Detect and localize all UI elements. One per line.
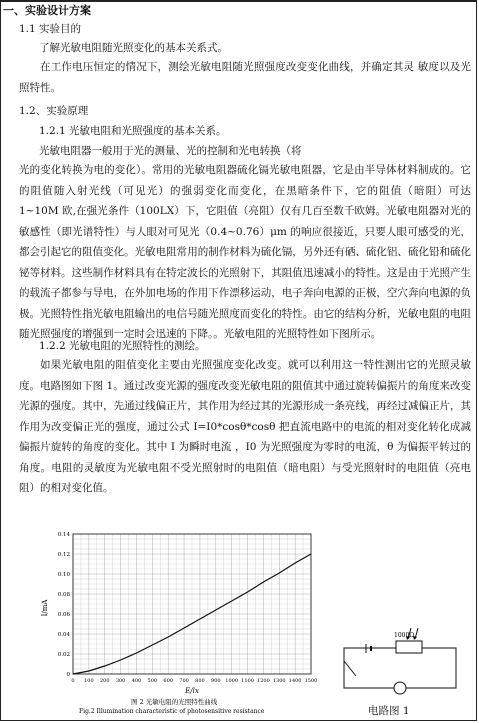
x-tick-label: 600: [163, 678, 173, 684]
x-tick-label: 200: [99, 678, 110, 684]
x-tick-label: 1400: [288, 678, 302, 684]
top-rule: [1, 1, 476, 2]
section-heading: 一、实验设计方案: [3, 4, 91, 17]
x-tick-label: 0: [71, 678, 75, 684]
x-tick-label: 400: [131, 678, 142, 684]
x-tick-label: 1500: [304, 678, 318, 684]
y-tick-label: 0: [66, 672, 70, 678]
y-tick-label: 0.14: [57, 532, 70, 538]
x-tick-label: 1000: [225, 678, 239, 684]
y-tick-label: 0.06: [57, 612, 70, 618]
x-tick-label: 700: [179, 678, 189, 684]
x-tick-label: 1300: [272, 678, 286, 684]
x-tick-label: 300: [115, 678, 126, 684]
paragraph-measurement: 如果光敏电阻的阻值变化主要由光照强度变化改变。就可以利用这一特性测出它的光照灵敏度。电路图如下图 1。通过改变光源的强度改变光敏电阻的阻值其中通过旋转偏振片的角度来改变光源的强度。其中，先通过线偏正片，其作用为经过其的光源形成一条亮线，再经过减偏正片，其作用为改变偏正光的强度，通过公式 I=I0*cosθ*cosθ 把直流电路中的电流的相对变化转化成减偏振片旋转的角度的变化。其中 I 为瞬时电流 ，I0 为光照强度为零时的电流，θ 为偏振平转过的角度。电阻的灵敏度为光敏电阻不受光照射时的电阻值（暗电阻）与受光照射时的电阻值（亮电阻）的相对变化值。: [19, 359, 471, 494]
figure-caption-cn: 图 2 光敏电阻的光照特性曲线: [131, 698, 218, 706]
x-tick-label: 1200: [257, 678, 270, 684]
subsection-1-2-2: 1.2.2 光敏电阻的光照特性的测绘。: [39, 340, 206, 352]
y-tick-label: 0.02: [57, 652, 70, 658]
illumination-chart: [39, 526, 319, 716]
x-axis-label: E/lx: [185, 687, 199, 695]
paragraph-purpose: 了解光敏电阻随光照变化的基本关系式。: [39, 42, 228, 54]
figure-caption-en: Fig.2 Illumination characteristic of photosensitive resistance: [79, 708, 265, 715]
x-tick-labels: [71, 678, 317, 684]
x-tick-label: 100: [84, 678, 94, 684]
y-tick-label: 0.04: [57, 632, 70, 638]
x-tick-label: 800: [195, 678, 205, 684]
y-tick-label: 0.12: [57, 552, 70, 558]
y-tick-label: 0.10: [57, 572, 70, 578]
y-tick-label: 0.08: [57, 592, 70, 598]
x-tick-label: 900: [211, 678, 221, 684]
paragraph-purpose-2: 在工作电压恒定的情况下，测绘光敏电阻随光照强度改变变化曲线，并确定其灵 敏度以及光照特性。: [19, 61, 471, 94]
resistor-label: 1000Ω: [394, 632, 415, 639]
circuit-label: 电路图 1: [368, 705, 410, 717]
circuit-diagram: [336, 626, 466, 701]
chart-grid: [73, 534, 311, 674]
photoresistor-symbol: [396, 641, 422, 653]
paragraph-principle-lead: 光敏电阻器一般用于光的测量、光的控制和光电转换（将: [39, 145, 302, 157]
paragraph-principle: 光的变化转换为电的变化）。常用的光敏电阻器硫化镉光敏电阻器，它是由半导体材料制成的。它的阻值随入射光线（可见光）的强弱变化而变化，在黑暗条件下，它的阻值（暗阻）可达 1~10M 欧,在强光条件（100LX）下，它阻值（亮阻）仅有几百至数千欧姆。光敏电阻器对光的敏感性（即光谱特性）与人眼对可见光（0.4~0.76）μm 的响应很接近，只要人眼可感受的光，都会引起它的阻值变化。光敏电阻常用的制作材料为硫化镉，另外还有硒、硫化铝、硫化铅和硫化铋等材料。这些制作材料具有在特定波长的光照射下，其阻值迅速减小的特性。这是由于光照产生的载流子都参与导电，在外加电场的作用下作漂移运动，电子奔向电源的正极，空穴奔向电源的负极。光照特性指光敏电阻输出的电信号随光照度而变化的特性。由它的结构分析，光敏电阻的电阻随光照强度的增强到一定时会迅速的下降。。光敏电阻的光照特性如下图所示。: [19, 164, 471, 340]
x-tick-label: 1100: [241, 678, 254, 684]
x-tick-label: 500: [147, 678, 158, 684]
y-axis-label: I/mA: [41, 599, 49, 617]
ammeter-symbol: [394, 682, 406, 694]
y-tick-labels: [58, 532, 71, 678]
subsection-1-1: 1.1 实验目的: [19, 23, 82, 35]
subsection-1-2-1: 1.2.1 光敏电阻和光照强度的基本关系。: [39, 125, 227, 137]
subsection-1-2: 1.2、实验原理: [19, 105, 89, 117]
switch-symbol: [344, 661, 356, 676]
